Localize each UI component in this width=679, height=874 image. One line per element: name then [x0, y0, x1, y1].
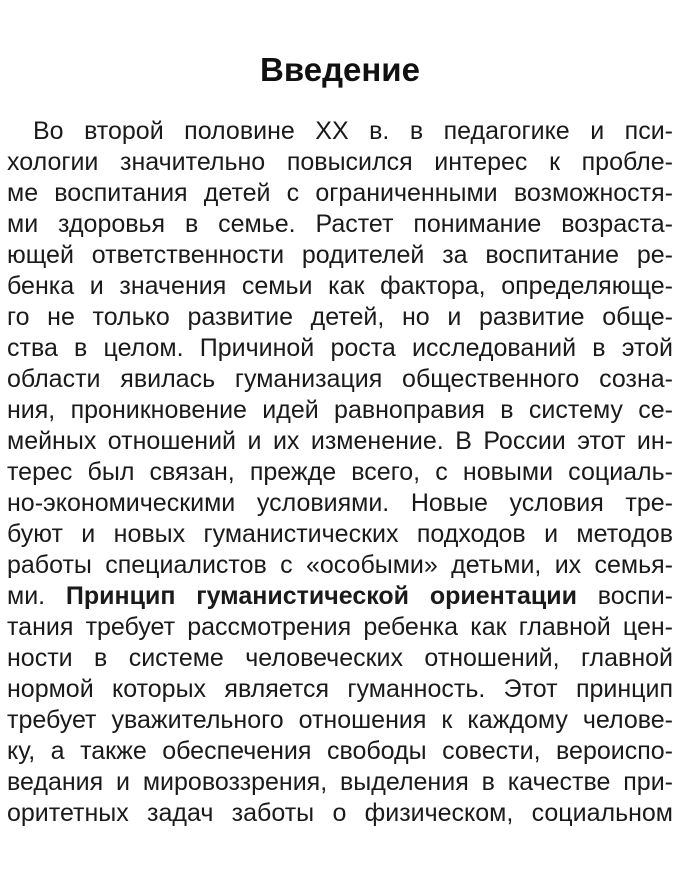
text-line: ности в системе человеческих отношений, главной	[7, 644, 673, 672]
text-segment: ми.	[7, 582, 66, 610]
text-line: ведания и мировоззрения, выделения в качестве при-	[7, 768, 673, 796]
text-line: нормой которых является гуманность. Этот принцип	[7, 675, 673, 703]
text-line: оритетных задач заботы о физическом, социальном	[7, 799, 673, 827]
bold-term: Принцип гуманистической ориентации	[65, 582, 577, 610]
body-text	[7, 116, 673, 829]
text-line-with-bold-term	[7, 581, 673, 612]
text-line: Во второй половине XX в. в педагогике и пси-	[33, 117, 673, 145]
text-line: ния, проникновение идей равноправия в систему се-	[7, 396, 673, 424]
page-title: Введение	[260, 51, 420, 88]
text-line: го не только развитие детей, но и развитие обще-	[7, 303, 673, 331]
text-line: работы специалистов с «особыми» детьми, их семья-	[7, 551, 673, 579]
text-line: буют и новых гуманистических подходов и методов	[7, 520, 673, 548]
text-line: ку, а также обеспечения свободы совести, вероиспо-	[7, 737, 673, 765]
text-line: терес был связан, прежде всего, с новыми социаль-	[7, 458, 673, 486]
text-line: хологии значительно повысился интерес к пробле-	[7, 148, 673, 176]
text-line: тания требует рассмотрения ребенка как главной цен-	[7, 613, 673, 641]
text-line: ми здоровья в семье. Растет понимание возраста-	[7, 210, 673, 238]
text-line: мейных отношений и их изменение. В России этот ин-	[7, 427, 673, 455]
text-line: бенка и значения семьи как фактора, определяюще-	[7, 272, 673, 300]
text-line: ства в целом. Причиной роста исследований в этой	[7, 334, 673, 362]
text-line: ющей ответственности родителей за воспитание ре-	[7, 241, 673, 269]
text-line: ме воспитания детей с ограниченными возможностя-	[7, 179, 673, 207]
text-line: но-экономическими условиями. Новые условия тре-	[7, 489, 673, 517]
text-line: требует уважительного отношения к каждому челове-	[7, 706, 673, 734]
text-line: области явилась гуманизация общественного созна-	[7, 365, 673, 393]
text-segment: воспи-	[576, 582, 673, 610]
